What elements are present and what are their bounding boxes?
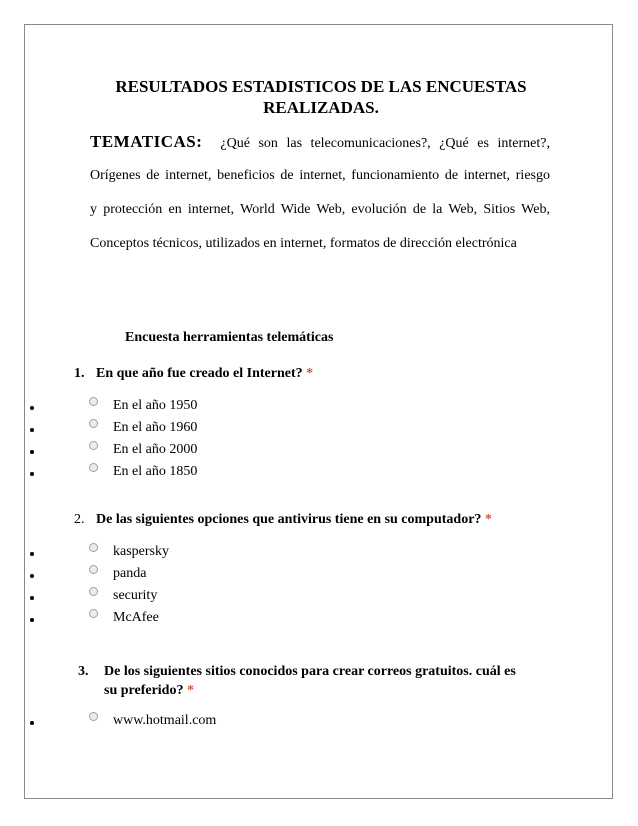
- bullet-icon: [30, 596, 34, 600]
- bullet-icon: [30, 552, 34, 556]
- bullet-icon: [30, 472, 34, 476]
- question-number: 2.: [74, 512, 85, 527]
- option-label: security: [113, 588, 158, 603]
- radio-button[interactable]: [89, 609, 98, 618]
- option-label: En el año 2000: [113, 442, 198, 457]
- option-label: panda: [113, 566, 147, 581]
- topics-paragraph: [90, 132, 550, 268]
- option-label: En el año 1850: [113, 464, 198, 479]
- question-text: En que año fue creado el Internet? *: [96, 366, 314, 381]
- radio-button[interactable]: [89, 397, 98, 406]
- question-text-line-2: su preferido? *: [104, 683, 194, 698]
- topics-line-4: Conceptos técnicos, utilizados en internet, formatos de dirección electrónica: [90, 236, 517, 251]
- topics-label: TEMATICAS:: [90, 132, 203, 151]
- topics-line-1: [90, 132, 550, 166]
- bullet-icon: [30, 721, 34, 725]
- option-label: McAfee: [113, 610, 159, 625]
- radio-button[interactable]: [89, 712, 98, 721]
- bullet-icon: [30, 574, 34, 578]
- option-label: kaspersky: [113, 544, 169, 559]
- radio-button[interactable]: [89, 543, 98, 552]
- radio-button[interactable]: [89, 587, 98, 596]
- radio-button[interactable]: [89, 463, 98, 472]
- bullet-icon: [30, 618, 34, 622]
- question-text: De las siguientes opciones que antivirus tiene en su computador? *: [96, 512, 492, 527]
- topics-line-2: Orígenes de internet, beneficios de internet, funcionamiento de internet, riesgo: [90, 168, 550, 183]
- option-label: www.hotmail.com: [113, 713, 217, 728]
- radio-button[interactable]: [89, 419, 98, 428]
- option-label: En el año 1960: [113, 420, 198, 435]
- bullet-icon: [30, 428, 34, 432]
- radio-button[interactable]: [89, 565, 98, 574]
- bullet-icon: [30, 406, 34, 410]
- required-asterisk: *: [306, 366, 314, 381]
- option-label: En el año 1950: [113, 398, 198, 413]
- required-asterisk: *: [186, 683, 194, 698]
- radio-button[interactable]: [89, 441, 98, 450]
- survey-title: Encuesta herramientas telemáticas: [125, 330, 334, 345]
- question-number: 1.: [74, 366, 85, 381]
- bullet-icon: [30, 450, 34, 454]
- document-title: RESULTADOS ESTADISTICOS DE LAS ENCUESTAS REALIZADAS.: [115, 77, 527, 117]
- question-3: [78, 662, 558, 702]
- topics-line-1-text: ¿Qué son las telecomunicaciones?, ¿Qué es internet?,: [220, 136, 550, 151]
- topics-line-3: y protección en internet, World Wide Web, evolución de la Web, Sitios Web,: [90, 202, 550, 217]
- required-asterisk: *: [484, 512, 492, 527]
- question-number: 3.: [78, 664, 89, 679]
- question-text-line-1: De los siguientes sitios conocidos para crear correos gratuitos. cuál es: [104, 664, 516, 679]
